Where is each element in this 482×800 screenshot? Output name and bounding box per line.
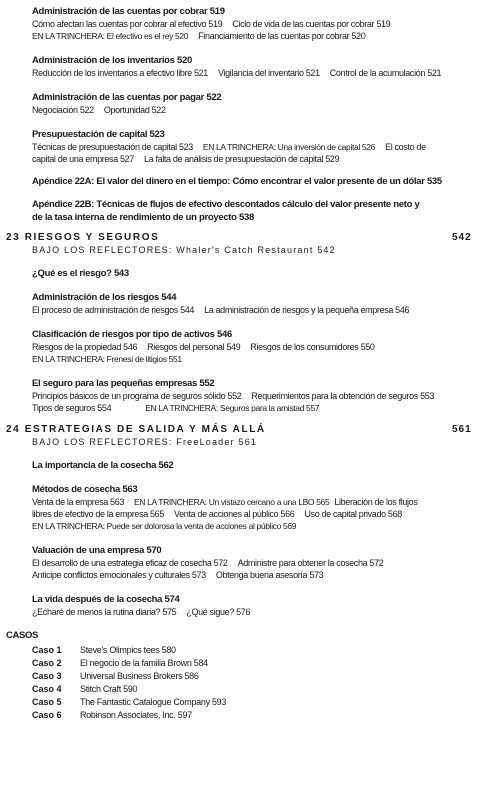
case-name: Stitch Craft 590 (80, 684, 138, 694)
toc-line (32, 354, 182, 365)
toc-item: Venta de acciones al público 566 (174, 509, 295, 519)
toc-item: Técnicas de presupuestación de capital 523 (32, 142, 193, 152)
trinchera-item: EN LA TRINCHERA: Una inversión de capital 526 (202, 142, 376, 152)
toc-heading: ¿Qué es el riesgo? 543 (32, 268, 129, 279)
spotlight-line: BAJO LOS REFLECTORES: FreeLoader 561 (32, 437, 258, 447)
toc-item: Uso de capital privado 568 (304, 509, 402, 519)
toc-item: Vigilancia del inventario 521 (217, 68, 320, 78)
toc-item: El costo de (385, 142, 426, 152)
toc-item: Ciclo de vida de las cuentas por cobrar 519 (232, 19, 391, 29)
case-label: Caso 3 (32, 671, 62, 681)
toc-item: Obtenga buena asesoría 573 (215, 570, 324, 580)
toc-heading: Clasificación de riesgos por tipo de activos 546 (32, 329, 232, 340)
toc-heading: La vida después de la cosecha 574 (32, 594, 180, 605)
toc-item: Administre para obtener la cosecha 572 (237, 558, 384, 568)
casos-heading: CASOS (6, 630, 39, 641)
case-label: Caso 2 (32, 658, 62, 668)
toc-item: El desarrollo de una estrategia eficaz de cosecha 572 (32, 558, 228, 568)
toc-line (32, 305, 409, 316)
toc-line (32, 105, 166, 116)
toc-item: ¿Echaré de menos la rutina diaria? 575 (32, 607, 177, 617)
toc-heading: Valuación de una empresa 570 (32, 545, 162, 556)
toc-line (32, 31, 365, 42)
toc-item: ¿Qué sigue? 576 (186, 607, 251, 617)
toc-item: Control de la acumulación 521 (329, 68, 442, 78)
toc-line (32, 342, 375, 353)
toc-heading: El seguro para las pequeñas empresas 552 (32, 378, 215, 389)
toc-item: Requerimientos para la obtención de seguros 553 (251, 391, 435, 401)
appendix-heading: de la tasa interna de rendimiento de un proyecto 538 (32, 212, 254, 223)
toc-item: Anticipe conflictos emocionales y culturales 573 (32, 570, 206, 580)
toc-heading: Métodos de cosecha 563 (32, 484, 138, 495)
toc-heading: Administración de las cuentas por cobrar 519 (32, 6, 225, 17)
toc-line (32, 497, 417, 508)
toc-heading: La importancia de la cosecha 562 (32, 460, 174, 471)
chapter-title: 23 RIESGOS Y SEGUROS (6, 232, 160, 243)
toc-line (32, 391, 434, 402)
case-label: Caso 4 (32, 684, 62, 694)
appendix-heading: Apéndice 22B: Técnicas de flujos de efectivo descontados cálculo del valor presente neto y (32, 199, 420, 210)
toc-item: El proceso de administración de riesgos 544 (32, 305, 195, 315)
case-label: Caso 1 (32, 645, 62, 655)
case-name: Robinson Associates, Inc. 597 (80, 710, 192, 720)
toc-item: Financiamiento de las cuentas por cobrar 520 (198, 31, 366, 41)
toc-item: capital de una empresa 527 (32, 154, 134, 164)
toc-item: Riesgos de la propiedad 546 (32, 342, 138, 352)
trinchera-item: EN LA TRINCHERA: El efectivo es el rey 520 (32, 31, 189, 41)
toc-heading: Administración de los riesgos 544 (32, 292, 177, 303)
toc-item: La administración de riesgos y la pequeña empresa 546 (204, 305, 410, 315)
toc-line (32, 570, 323, 581)
toc-item: Riesgos del personal 549 (147, 342, 241, 352)
toc-heading: Administración de los inventarios 520 (32, 55, 192, 66)
toc-heading: Presupuestación de capital 523 (32, 129, 165, 140)
toc-line (32, 68, 441, 79)
trinchera-item: EN LA TRINCHERA: Seguros para la amistad 557 (145, 403, 320, 413)
toc-item: Venta de la empresa 563 (32, 497, 125, 507)
chapter-page-number: 542 (452, 232, 472, 243)
toc-line (32, 154, 339, 165)
trinchera-item: EN LA TRINCHERA: Un vistazo cercano a una LBO 565 (134, 497, 330, 507)
toc-line (32, 607, 250, 618)
toc-item: Tipos de seguros 554 (32, 403, 112, 413)
case-name: Steve's Olimpics tees 580 (80, 645, 176, 655)
trinchera-item: EN LA TRINCHERA: Puede ser dolorosa la venta de acciones al público 569 (32, 521, 297, 531)
toc-item: Reducción de los inventarios a efectivo libre 521 (32, 68, 208, 78)
case-label: Caso 6 (32, 710, 62, 720)
toc-item: Cómo afectan las cuentas por cobrar al efectivo 519 (32, 19, 223, 29)
toc-line (32, 509, 402, 520)
case-name: The Fantastic Catalogue Company 593 (80, 697, 227, 707)
toc-item: Riesgos de los consumidores 550 (250, 342, 375, 352)
toc-item: Negociación 522 (32, 105, 94, 115)
toc-line (32, 142, 426, 153)
toc-line (32, 19, 390, 30)
toc-item: Liberación de los flujos (334, 497, 418, 507)
toc-item: Oportunidad 522 (103, 105, 166, 115)
toc-line (32, 558, 383, 569)
trinchera-item: EN LA TRINCHERA: Frenesí de litigios 551 (32, 354, 182, 364)
chapter-title: 24 ESTRATEGIAS DE SALIDA Y MÁS ALLÁ (6, 424, 266, 435)
chapter-page-number: 561 (452, 424, 472, 435)
appendix-heading: Apéndice 22A: El valor del dinero en el tiempo: Cómo encontrar el valor presente de un dólar 535 (32, 176, 442, 187)
toc-item: Principios básicos de un programa de seguros sólido 552 (32, 391, 242, 401)
toc-item: libres de efectivo de la empresa 565 (32, 509, 164, 519)
toc-item: La falta de análisis de presupuestación de capital 529 (143, 154, 340, 164)
case-name: Universal Business Brokers 586 (80, 671, 199, 681)
toc-line (32, 521, 296, 532)
toc-line (32, 403, 319, 414)
case-label: Caso 5 (32, 697, 62, 707)
spotlight-line: BAJO LOS REFLECTORES: Whaler's Catch Restaurant 542 (32, 245, 336, 255)
toc-heading: Administración de las cuentas por pagar 522 (32, 92, 222, 103)
case-name: El negocio de la familia Brown 584 (80, 658, 208, 668)
